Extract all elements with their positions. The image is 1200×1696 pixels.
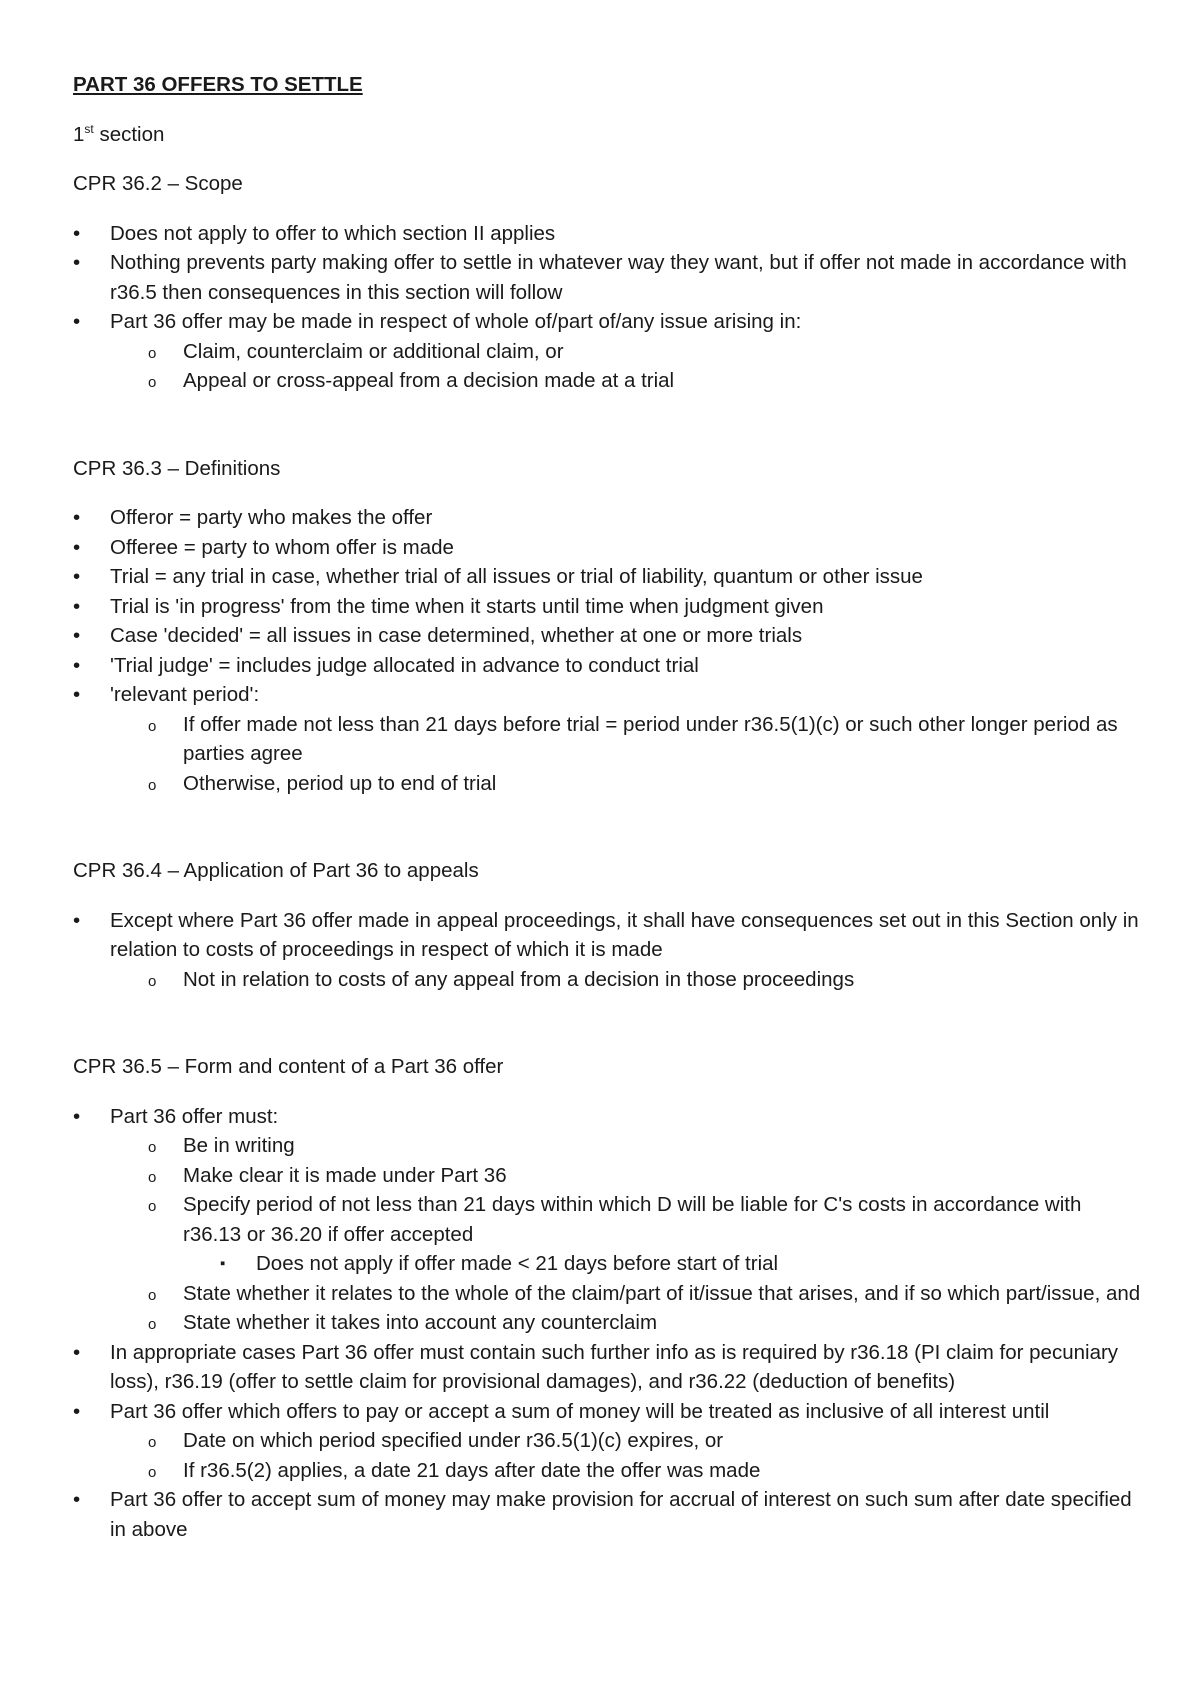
- bullet-icon: o: [148, 1168, 157, 1186]
- list-item: [73, 337, 1143, 367]
- bullet-list: [73, 1102, 1143, 1545]
- bullet-icon: o: [148, 1316, 157, 1333]
- list-item: [73, 680, 1143, 710]
- bullet-icon: •: [73, 565, 81, 588]
- list-item: [73, 621, 1143, 651]
- list-item-text: Part 36 offer may be made in respect of whole of/part of/any issue arising in:: [110, 310, 802, 333]
- bullet-icon: o: [148, 1286, 157, 1304]
- list-item-text: Offeree = party to whom offer is made: [110, 535, 454, 559]
- list-item: [73, 965, 1143, 995]
- list-item: [73, 769, 1143, 799]
- list-item-text: Make clear it is made under Part 36: [183, 1163, 507, 1187]
- bullet-list: [73, 503, 1143, 798]
- list-item-text: Nothing prevents party making offer to settle in whatever way they want, but if offer not made in accordance with r36.5 then consequences in this section will follow: [110, 251, 1127, 304]
- list-item-text: Not in relation to costs of any appeal from a decision in those proceedings: [183, 967, 855, 991]
- bullet-icon: ▪: [220, 1255, 226, 1272]
- list-item-text: Trial = any trial in case, whether trial of all issues or trial of liability, quantum or other issue: [110, 565, 923, 588]
- list-item-text: 'Trial judge' = includes judge allocated in advance to conduct trial: [110, 653, 699, 677]
- section-heading: CPR 36.4 – Application of Part 36 to appeals: [73, 859, 479, 882]
- list-item: [73, 906, 1143, 965]
- list-item: [73, 1161, 1143, 1191]
- list-item-text: Does not apply to offer to which section II applies: [110, 221, 556, 245]
- bullet-icon: •: [73, 506, 81, 529]
- list-item-text: Case 'decided' = all issues in case determined, whether at one or more trials: [110, 624, 803, 647]
- sections-container: [73, 169, 1143, 1544]
- list-item: [73, 562, 1143, 592]
- bullet-icon: o: [148, 1139, 157, 1156]
- bullet-list: [73, 906, 1143, 995]
- list-item: [73, 1279, 1143, 1309]
- list-item: [73, 248, 1143, 307]
- list-item-text: Trial is 'in progress' from the time when it starts until time when judgment given: [110, 594, 824, 618]
- section-spacer: [73, 396, 1143, 454]
- list-item-text: Be in writing: [183, 1134, 295, 1157]
- section-heading: CPR 36.3 – Definitions: [73, 456, 281, 480]
- list-item-text: Except where Part 36 offer made in appeal proceedings, it shall have consequences set out in this Section only in relation to costs of proceedings in respect of which it is made: [110, 908, 1139, 961]
- list-item: [73, 503, 1143, 533]
- list-item: [73, 307, 1143, 337]
- list-item: [73, 1102, 1143, 1132]
- bullet-icon: o: [148, 972, 157, 990]
- bullet-icon: o: [148, 717, 157, 735]
- section-heading: CPR 36.5 – Form and content of a Part 36 offer: [73, 1055, 504, 1078]
- section-heading: CPR 36.2 – Scope: [73, 172, 243, 195]
- bullet-icon: o: [148, 1434, 157, 1451]
- bullet-icon: o: [148, 374, 157, 391]
- list-item-text: 'relevant period':: [110, 683, 260, 706]
- list-item-text: Date on which period specified under r36.5(1)(c) expires, or: [183, 1429, 724, 1452]
- list-item: [73, 366, 1143, 396]
- list-item: [73, 1426, 1143, 1456]
- list-item-text: Specify period of not less than 21 days within which D will be liable for C's costs in accordance with r36.13 or 36.20 if offer accepted: [183, 1193, 1082, 1246]
- list-item: [73, 1485, 1143, 1544]
- list-item-text: Claim, counterclaim or additional claim, or: [183, 339, 564, 363]
- list-item-text: State whether it takes into account any counterclaim: [183, 1311, 658, 1334]
- document-page: [73, 70, 1143, 1544]
- bullet-icon: •: [73, 1488, 81, 1511]
- bullet-icon: •: [73, 1104, 81, 1128]
- bullet-icon: •: [73, 221, 81, 245]
- list-item-text: Otherwise, period up to end of trial: [183, 771, 497, 795]
- bullet-icon: •: [73, 908, 81, 932]
- list-item-text: Part 36 offer must:: [110, 1104, 279, 1128]
- bullet-icon: o: [148, 776, 157, 794]
- list-item-text: If offer made not less than 21 days before trial = period under r36.5(1)(c) or such other longer period as parties agree: [183, 712, 1118, 765]
- bullet-icon: •: [73, 683, 81, 706]
- list-item: [73, 1131, 1143, 1161]
- bullet-icon: •: [73, 624, 81, 647]
- list-item: [73, 1456, 1143, 1486]
- list-item: [73, 533, 1143, 563]
- section-label: 1st section: [73, 121, 165, 146]
- list-item: [73, 1338, 1143, 1397]
- list-item-text: State whether it relates to the whole of the claim/part of it/issue that arises, and if so which part/issue, and: [183, 1281, 1141, 1305]
- bullet-icon: •: [73, 594, 81, 618]
- bullet-icon: •: [73, 1399, 81, 1423]
- bullet-icon: •: [73, 310, 81, 333]
- bullet-icon: o: [148, 1463, 157, 1481]
- list-item-text: Part 36 offer which offers to pay or accept a sum of money will be treated as inclusive of all interest until: [110, 1399, 1050, 1423]
- bullet-list: [73, 219, 1143, 396]
- list-item-text: Part 36 offer to accept sum of money may make provision for accrual of interest on such sum after date specified in above: [110, 1488, 1132, 1541]
- list-item: [73, 710, 1143, 769]
- list-item-text: Does not apply if offer made < 21 days before start of trial: [256, 1252, 779, 1275]
- section-spacer: [73, 994, 1143, 1052]
- bullet-icon: •: [73, 535, 81, 559]
- list-item: [73, 1249, 1143, 1279]
- list-item: [73, 651, 1143, 681]
- list-item-text: Appeal or cross-appeal from a decision made at a trial: [183, 369, 675, 392]
- bullet-icon: •: [73, 1340, 81, 1364]
- list-item-text: If r36.5(2) applies, a date 21 days after date the offer was made: [183, 1458, 761, 1482]
- list-item: [73, 1308, 1143, 1338]
- bullet-icon: •: [73, 653, 81, 677]
- bullet-icon: o: [148, 344, 157, 362]
- list-item: [73, 1190, 1143, 1249]
- list-item: [73, 219, 1143, 249]
- list-item-text: Offeror = party who makes the offer: [110, 506, 433, 529]
- bullet-icon: •: [73, 251, 81, 274]
- section-spacer: [73, 798, 1143, 856]
- list-item-text: In appropriate cases Part 36 offer must contain such further info as is required by r36.18 (PI claim for pecuniary loss), r36.19 (offer to settle claim for provisional damages), and r36.22 (deduction of benefits): [110, 1340, 1119, 1393]
- list-item: [73, 1397, 1143, 1427]
- list-item: [73, 592, 1143, 622]
- bullet-icon: o: [148, 1198, 157, 1215]
- document-title: PART 36 OFFERS TO SETTLE: [73, 73, 363, 96]
